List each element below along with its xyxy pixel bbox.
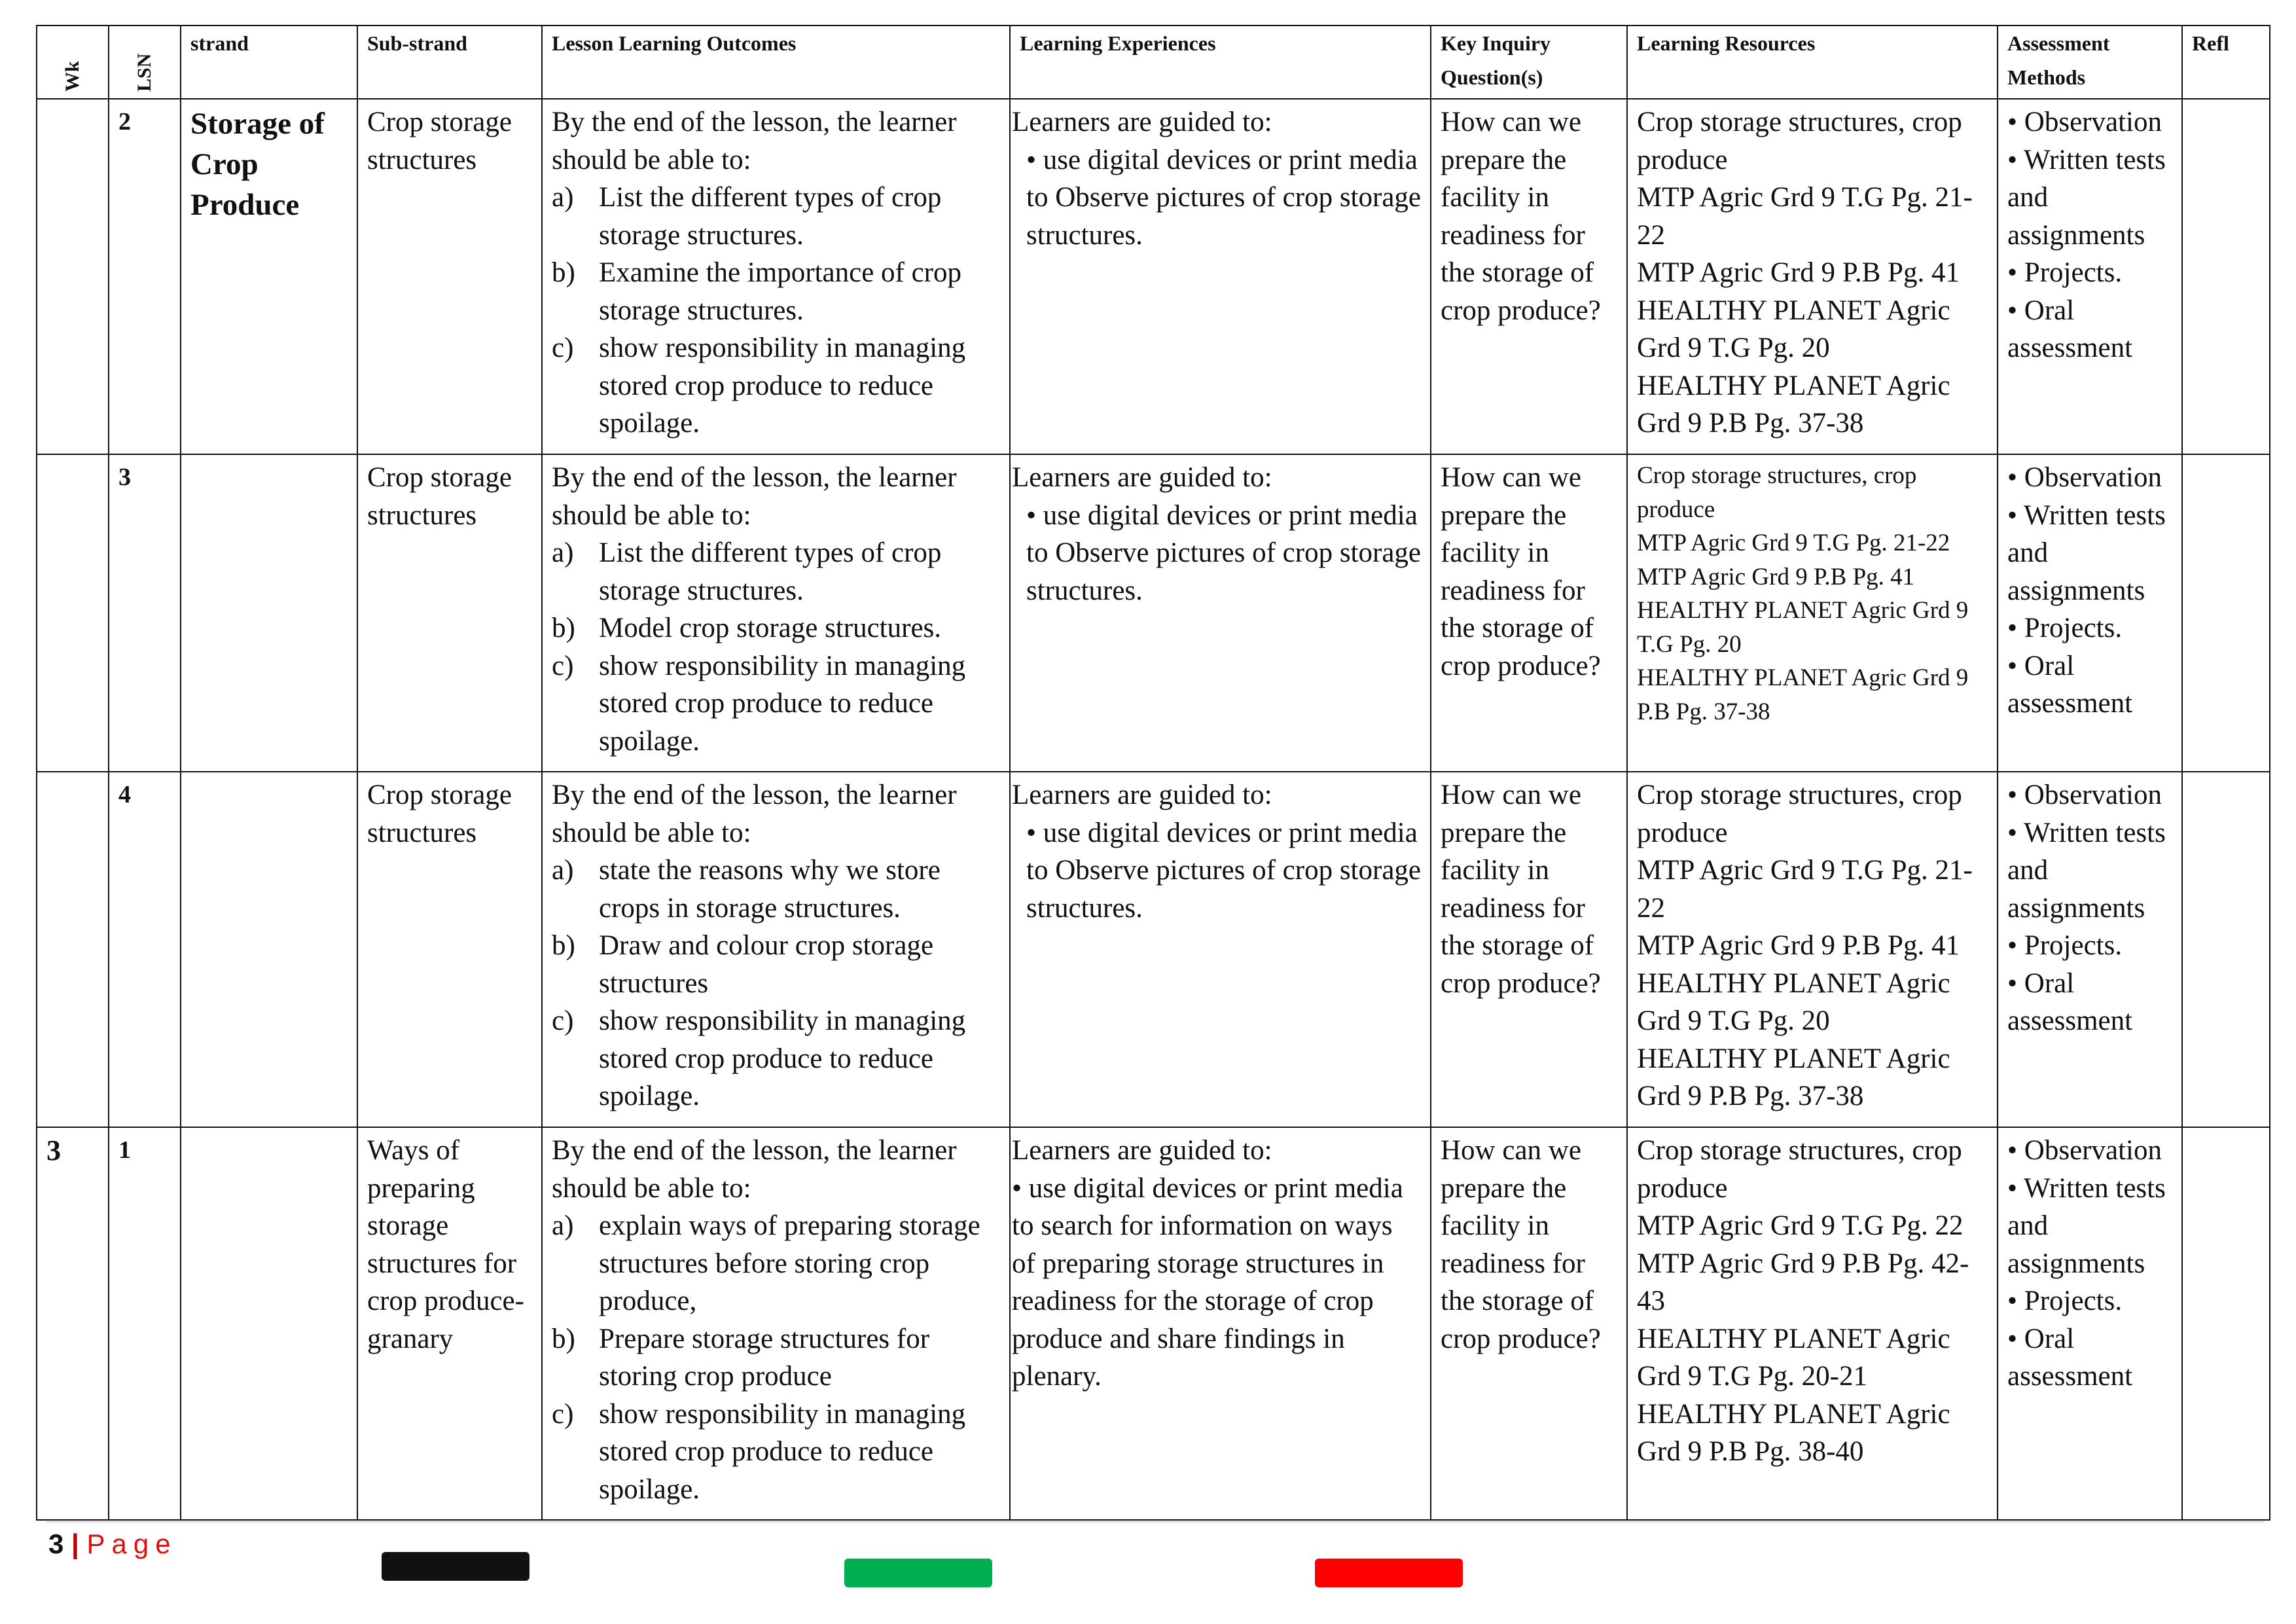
outcomes-intro: By the end of the lesson, the learner should be able to: [552, 462, 957, 531]
assessment-item: • Oral assessment [2007, 1323, 2133, 1392]
experiences-cell [1010, 454, 1431, 772]
strand-cell [181, 454, 357, 772]
strand-cell [181, 1127, 357, 1520]
resources-cell [1627, 99, 1998, 454]
lsn-cell: 1 [109, 1127, 181, 1520]
outcomes-list [552, 179, 1000, 442]
experiences-text: • use digital devices or print media to Observe pictures of crop storage structures. [1026, 499, 1421, 606]
resource-item: MTP Agric Grd 9 T.G Pg. 21-22 [1637, 855, 1973, 924]
list-item: a) List the different types of crop storage structures. [552, 182, 942, 251]
list-item: c) show responsibility in managing stored crop produce to reduce spoilage. [552, 1005, 966, 1111]
header-experiences: Learning Experiences [1010, 26, 1431, 99]
page-footer [48, 1528, 177, 1560]
resource-item: Crop storage structures, crop produce [1637, 462, 1917, 523]
resource-item: MTP Agric Grd 9 T.G Pg. 22 [1637, 1210, 1964, 1241]
lsn-cell: 4 [109, 772, 181, 1127]
assessment-cell [1998, 454, 2182, 772]
resource-item: Crop storage structures, crop produce [1637, 1135, 1962, 1204]
header-wk: Wk [37, 26, 109, 99]
experiences-cell [1010, 772, 1431, 1127]
experiences-text: • use digital devices or print media to Observe pictures of crop storage structures. [1026, 144, 1421, 251]
red-color-bar [1315, 1559, 1463, 1587]
experiences-intro: Learners are guided to: [1012, 107, 1272, 137]
resource-item: HEALTHY PLANET Agric Grd 9 P.B Pg. 37-38 [1637, 370, 1950, 439]
experiences-cell [1010, 1127, 1431, 1520]
outcomes-intro: By the end of the lesson, the learner should be able to: [552, 107, 957, 175]
page-separator: | [71, 1528, 79, 1559]
assessment-item: • Written tests and assignments [2007, 817, 2166, 924]
resource-item: HEALTHY PLANET Agric Grd 9 T.G Pg. 20 [1637, 967, 1950, 1036]
table-row [37, 772, 2270, 1127]
outcomes-list [552, 852, 1000, 1115]
wk-cell [37, 99, 109, 454]
list-item: b) Examine the importance of crop storage structures. [552, 257, 962, 326]
footer-divider [46, 1521, 2265, 1523]
assessment-item: • Written tests and assignments [2007, 1172, 2166, 1279]
lsn-cell: 3 [109, 454, 181, 772]
assessment-item: • Observation [2007, 1135, 2162, 1166]
experiences-text: • use digital devices or print media to search for information on ways of preparing storage structures in readiness for the storage of crop produce and share findings in plenary. [1012, 1172, 1403, 1392]
resource-item: HEALTHY PLANET Agric Grd 9 T.G Pg. 20-21 [1637, 1323, 1950, 1392]
outcomes-cell [542, 772, 1010, 1127]
resource-item: HEALTHY PLANET Agric Grd 9 T.G Pg. 20 [1637, 597, 1969, 658]
resource-item: HEALTHY PLANET Agric Grd 9 P.B Pg. 38-40 [1637, 1398, 1950, 1467]
sub-strand-cell: Ways of preparing storage structures for crop produce-granary [357, 1127, 542, 1520]
outcomes-intro: By the end of the lesson, the learner should be able to: [552, 1135, 957, 1204]
resource-item: MTP Agric Grd 9 P.B Pg. 41 [1637, 563, 1915, 590]
refl-cell [2182, 1127, 2270, 1520]
sub-strand-cell: Crop storage structures [357, 99, 542, 454]
page-number: 3 [48, 1528, 64, 1559]
list-item: a) explain ways of preparing storage structures before storing crop produce, [552, 1210, 980, 1316]
assessment-item: • Written tests and assignments [2007, 499, 2166, 606]
strand-cell [181, 772, 357, 1127]
experiences-intro: Learners are guided to: [1012, 780, 1272, 810]
resource-item: MTP Agric Grd 9 T.G Pg. 21-22 [1637, 182, 1973, 251]
resource-item: MTP Agric Grd 9 P.B Pg. 41 [1637, 257, 1960, 288]
inquiry-cell: How can we prepare the facility in readiness for the storage of crop produce? [1431, 772, 1627, 1127]
list-item: b) Model crop storage structures. [552, 613, 942, 643]
assessment-cell [1998, 1127, 2182, 1520]
header-lsn: LSN [109, 26, 181, 99]
header-sub-strand: Sub-strand [357, 26, 542, 99]
experiences-text: • use digital devices or print media to Observe pictures of crop storage structures. [1026, 817, 1421, 924]
refl-cell [2182, 772, 2270, 1127]
header-inquiry: Key Inquiry Question(s) [1431, 26, 1627, 99]
assessment-item: • Projects. [2007, 1286, 2123, 1316]
scheme-of-work-table [36, 25, 2270, 1521]
resource-item: HEALTHY PLANET Agric Grd 9 P.B Pg. 37-38 [1637, 1043, 1950, 1111]
table-row [37, 454, 2270, 772]
resource-item: HEALTHY PLANET Agric Grd 9 P.B Pg. 37-38 [1637, 664, 1969, 725]
experiences-intro: Learners are guided to: [1012, 462, 1272, 493]
outcomes-cell [542, 454, 1010, 772]
outcomes-list [552, 1207, 1000, 1508]
wk-cell [37, 772, 109, 1127]
resource-item: MTP Agric Grd 9 P.B Pg. 42-43 [1637, 1248, 1969, 1316]
assessment-item: • Observation [2007, 780, 2162, 810]
resource-item: MTP Agric Grd 9 P.B Pg. 41 [1637, 930, 1960, 961]
assessment-item: • Observation [2007, 107, 2162, 137]
refl-cell [2182, 454, 2270, 772]
list-item: a) state the reasons why we store crops in storage structures. [552, 855, 941, 924]
list-item: c) show responsibility in managing stored crop produce to reduce spoilage. [552, 1398, 966, 1505]
experiences-intro: Learners are guided to: [1012, 1135, 1272, 1166]
assessment-cell [1998, 99, 2182, 454]
outcomes-intro: By the end of the lesson, the learner should be able to: [552, 780, 957, 848]
assessment-item: • Projects. [2007, 930, 2123, 961]
assessment-item: • Observation [2007, 462, 2162, 493]
list-item: b) Prepare storage structures for storing crop produce [552, 1323, 930, 1392]
table-row [37, 99, 2270, 454]
list-item: c) show responsibility in managing stored crop produce to reduce spoilage. [552, 650, 966, 757]
assessment-item: • Oral assessment [2007, 967, 2133, 1036]
wk-cell: 3 [37, 1127, 109, 1520]
resources-cell [1627, 454, 1998, 772]
assessment-cell [1998, 772, 2182, 1127]
wk-cell [37, 454, 109, 772]
table-row [37, 1127, 2270, 1520]
resources-cell [1627, 772, 1998, 1127]
resources-cell [1627, 1127, 1998, 1520]
list-item: a) List the different types of crop storage structures. [552, 537, 942, 606]
assessment-item: • Projects. [2007, 257, 2123, 288]
resource-item: HEALTHY PLANET Agric Grd 9 T.G Pg. 20 [1637, 295, 1950, 363]
assessment-item: • Written tests and assignments [2007, 144, 2166, 251]
assessment-item: • Oral assessment [2007, 650, 2133, 719]
list-item: b) Draw and colour crop storage structures [552, 930, 934, 999]
assessment-item: • Oral assessment [2007, 295, 2133, 363]
list-item: c) show responsibility in managing stored crop produce to reduce spoilage. [552, 333, 966, 439]
header-row [37, 26, 2270, 99]
strand-cell: Storage of Crop Produce [181, 99, 357, 454]
outcomes-cell [542, 1127, 1010, 1520]
page-label: Page [86, 1528, 177, 1559]
resource-item: Crop storage structures, crop produce [1637, 107, 1962, 175]
inquiry-cell: How can we prepare the facility in readiness for the storage of crop produce? [1431, 454, 1627, 772]
header-resources: Learning Resources [1627, 26, 1998, 99]
resource-item: MTP Agric Grd 9 T.G Pg. 21-22 [1637, 530, 1950, 556]
black-color-bar [382, 1552, 529, 1581]
sub-strand-cell: Crop storage structures [357, 454, 542, 772]
header-refl: Refl [2182, 26, 2270, 99]
experiences-cell [1010, 99, 1431, 454]
outcomes-list [552, 534, 1000, 760]
header-assessment: Assessment Methods [1998, 26, 2182, 99]
refl-cell [2182, 99, 2270, 454]
sub-strand-cell: Crop storage structures [357, 772, 542, 1127]
outcomes-cell [542, 99, 1010, 454]
header-outcomes: Lesson Learning Outcomes [542, 26, 1010, 99]
assessment-item: • Projects. [2007, 613, 2123, 643]
inquiry-cell: How can we prepare the facility in readiness for the storage of crop produce? [1431, 99, 1627, 454]
inquiry-cell: How can we prepare the facility in readiness for the storage of crop produce? [1431, 1127, 1627, 1520]
lsn-cell: 2 [109, 99, 181, 454]
green-color-bar [844, 1559, 992, 1587]
resource-item: Crop storage structures, crop produce [1637, 780, 1962, 848]
header-strand: strand [181, 26, 357, 99]
